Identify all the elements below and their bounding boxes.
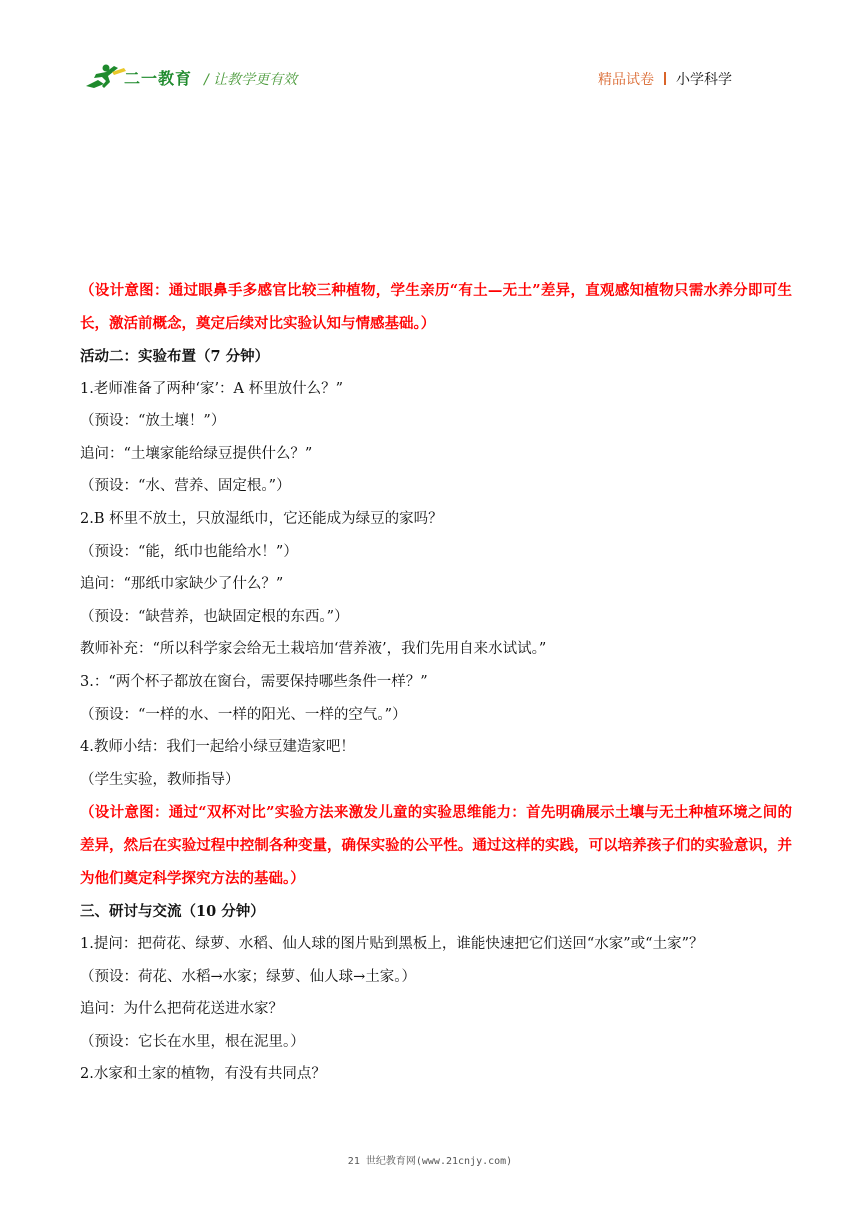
- followup-line: 追问：“土壤家能给绿豆提供什么？”: [80, 445, 313, 462]
- answer-line: （预设：“能，纸巾也能给水！”）: [80, 543, 298, 560]
- page-header: [0, 0, 860, 110]
- brand-slogan: / 让教学更有效: [204, 72, 298, 88]
- document-body: [80, 280, 792, 1097]
- answer-line: （预设：“水、营养、固定根。”）: [80, 478, 291, 495]
- brand-name: 二一教育: [124, 69, 193, 88]
- question-line: 1.老师准备了两种‘家’：A 杯里放什么？”: [80, 380, 344, 397]
- section-heading: 三、研讨与交流（10 分钟）: [80, 903, 265, 921]
- design-intent-paragraph: （设计意图：通过“双杯对比”实验方法来激发儿童的实验思维能力：首先明确展示土壤与无土种植环境之间的差异，然后在实验过程中控制各种变量，确保实验的公平性。通过这样的实践，可以培养孩子们的实验意识，并为他们奠定科学探究方法的基础。）: [80, 804, 792, 888]
- answer-line: （预设：它长在水里，根在泥里。）: [80, 1033, 305, 1050]
- answer-line: （预设：“一样的水、一样的阳光、一样的空气。”）: [80, 706, 407, 723]
- header-subject: 小学科学: [676, 72, 732, 88]
- question-line: 2.水家和土家的植物，有没有共同点？: [80, 1066, 326, 1083]
- answer-line: （预设：“放土壤！”）: [80, 413, 226, 430]
- question-line: 3.：“两个杯子都放在窗台，需要保持哪些条件一样？”: [80, 673, 428, 690]
- question-line: 2.B 杯里不放土，只放湿纸巾，它还能成为绿豆的家吗？: [80, 510, 443, 527]
- followup-line: 追问：“那纸巾家缺少了什么？”: [80, 576, 284, 593]
- header-category: 精品试卷: [598, 72, 654, 88]
- question-line: 1.提问：把荷花、绿萝、水稻、仙人球的图片贴到黑板上，谁能快速把它们送回“水家”或“土家”？: [80, 935, 704, 952]
- header-divider: [664, 72, 666, 85]
- design-intent-paragraph: （设计意图：通过眼鼻手多感官比较三种植物，学生亲历“有土—无土”差异，直观感知植物只需水养分即可生长，激活前概念，奠定后续对比实验认知与情感基础。）: [80, 282, 792, 332]
- answer-line: （预设：“缺营养，也缺固定根的东西。”）: [80, 608, 349, 625]
- teacher-note-line: 教师补充：“所以科学家会给无土栽培加‘营养液’，我们先用自来水试试。”: [80, 641, 547, 658]
- followup-line: 追问：为什么把荷花送进水家？: [80, 1001, 283, 1018]
- answer-line: （预设：荷花、水稻→水家；绿萝、仙人球→土家。）: [80, 968, 417, 985]
- running-man-icon: [84, 62, 128, 90]
- activity-heading: 活动二：实验布置（7 分钟）: [80, 348, 270, 365]
- note-line: （学生实验，教师指导）: [80, 771, 240, 788]
- summary-line: 4.教师小结：我们一起给小绿豆建造家吧！: [80, 739, 355, 756]
- page-footer: 21 世纪教育网(www.21cnjy.com): [347, 1156, 513, 1167]
- header-category-area: [598, 69, 732, 89]
